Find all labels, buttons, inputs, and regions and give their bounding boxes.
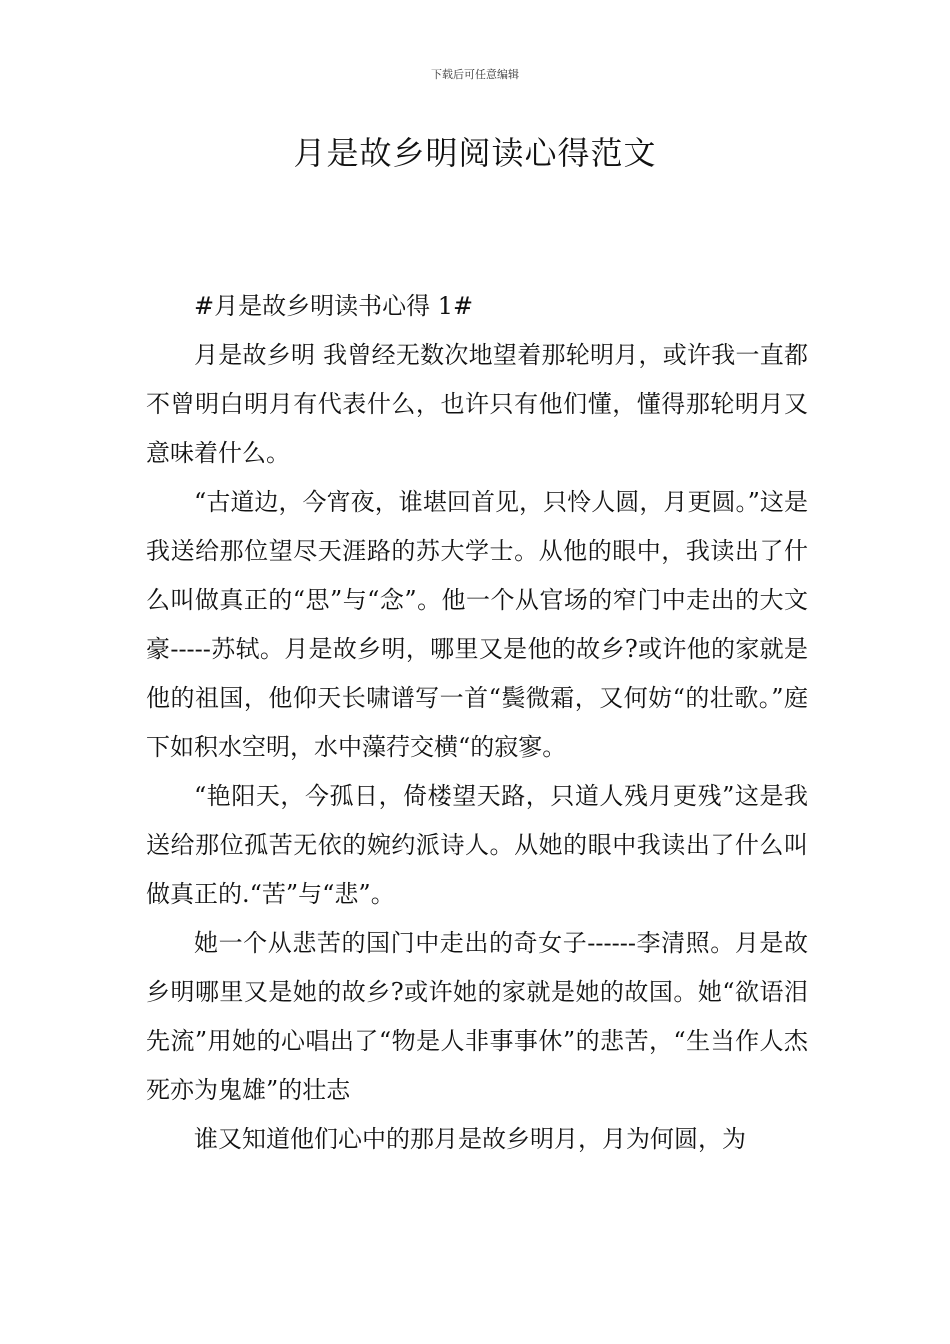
- section-heading: #月是故乡明读书心得 1#: [194, 292, 474, 320]
- header-note: 下载后可任意编辑: [431, 68, 519, 81]
- paragraph: 月是故乡明 我曾经无数次地望着那轮明月，或许我一直都不曾明白明月有代表什么，也许只有他们懂，懂得那轮明月又意味着什么。: [146, 341, 808, 467]
- paragraph: “艳阳天，今孤日，倚楼望天路，只道人残月更残”这是我送给那位孤苦无依的婉约派诗人。从她的眼中我读出了什么叫做真正的.“苦”与“悲”。: [146, 782, 808, 908]
- document-title: 月是故乡明阅读心得范文: [293, 134, 657, 172]
- paragraph: 她一个从悲苦的国门中走出的奇女子------李清照。月是故乡明哪里又是她的故乡?或许她的家就是她的故国。她“欲语泪先流”用她的心唱出了“物是人非事事休”的悲苦，“生当作人杰死亦为鬼雄”的壮志: [146, 929, 808, 1104]
- paragraph: 谁又知道他们心中的那月是故乡明月，月为何圆，为: [194, 1125, 746, 1153]
- paragraph: “古道边，今宵夜，谁堪回首见，只怜人圆，月更圆。”这是我送给那位望尽天涯路的苏大学士。从他的眼中，我读出了什么叫做真正的“思”与“念”。他一个从官场的窄门中走出的大文豪-----苏轼。月是故乡明，哪里又是他的故乡?或许他的家就是他的祖国，他仰天长啸谱写一首“鬓微霜，又何妨“的壮歌。”庭下如积水空明，水中藻荇交横“的寂寥。: [146, 488, 808, 761]
- document-body: [146, 282, 808, 1164]
